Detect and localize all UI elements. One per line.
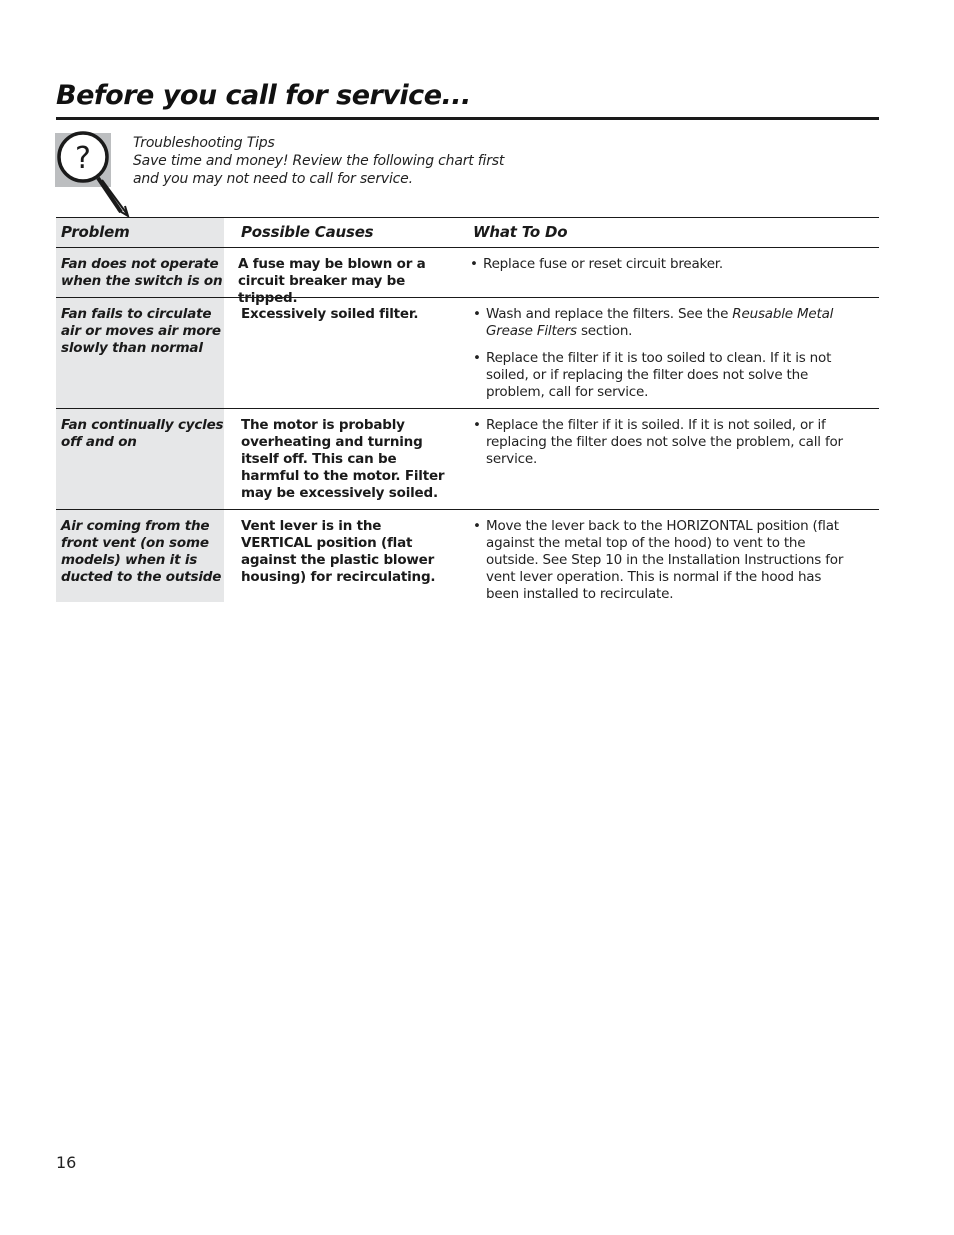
todo-text-end: section. [576, 323, 633, 339]
table-row [56, 510, 879, 602]
todo-bullet: • Replace the filter if it is soiled. If it is not soiled, or if replacing the filter does not solve the problem, call for service. [473, 417, 849, 468]
tips-line-1: Save time and money! Review the following chart first [133, 153, 505, 169]
title-divider [56, 117, 879, 120]
page-title: Before you call for service... [56, 80, 471, 111]
todo-bullet: • Move the lever back to the HORIZONTAL position (flat against the metal top of the hood) to vent to the outside. See Step 10 in the Installation Instructions for vent lever operation. This is normal if the hood has been installed to recirculate. [473, 518, 849, 603]
todo-bullet: • Replace fuse or reset circuit breaker. [470, 256, 849, 273]
todo-bullet: • Replace the filter if it is too soiled to clean. If it is not soiled, or if replacing the filter does not solve the problem, call for service. [473, 350, 849, 401]
todo-text: Wash and replace the filters. See the [486, 306, 733, 322]
todo-cell [456, 248, 879, 297]
problem-cell: Fan continually cycles off and on [56, 409, 224, 509]
cause-cell: Vent lever is in the VERTICAL position (flat against the plastic blower housing) for recirculating. [241, 518, 436, 585]
table-row [56, 298, 879, 409]
cause-cell: The motor is probably overheating and turning itself off. This can be harmful to the motor. Filter may be excessively soiled. [241, 417, 445, 501]
troubleshooting-tips [133, 134, 553, 188]
table-header-row [56, 218, 879, 248]
cause-cell: A fuse may be blown or a circuit breaker may be tripped. [238, 256, 426, 306]
todo-text: Replace the filter if it is too soiled to clean. If it is not soiled, or if replacing the filter does not solve the problem, call for service. [486, 350, 832, 400]
filters-section-reference: Reusable Metal Grease Filters [486, 306, 834, 339]
tips-heading: Troubleshooting Tips [133, 135, 275, 151]
todo-text: Replace fuse or reset circuit breaker. [483, 256, 724, 272]
troubleshooting-table [56, 217, 879, 602]
page-number: 16 [56, 1153, 77, 1172]
problem-cell: Fan does not operate when the switch is on [56, 248, 224, 297]
question-magnifier-icon [55, 130, 135, 218]
todo-cell [456, 510, 879, 602]
cause-cell: Excessively soiled filter. [241, 306, 419, 322]
todo-text: Replace the filter if it is soiled. If it is not soiled, or if replacing the filter does not solve the problem, call for service. [486, 417, 843, 467]
problem-cell: Air coming from the front vent (on some models) when it is ducted to the outside [56, 510, 224, 602]
problem-cell: Fan fails to circulate air or moves air more slowly than normal [56, 298, 224, 408]
table-row [56, 248, 879, 306]
header-possible-causes: Possible Causes [241, 223, 374, 241]
header-problem: Problem [56, 218, 224, 247]
todo-bullet: • Wash and replace the filters. See the Reusable Metal Grease Filters section. [473, 306, 834, 339]
todo-text: Move the lever back to the HORIZONTAL position (flat against the metal top of the hood) to vent to the outside. See Step 10 in the Installation Instructions for vent lever operation. This is normal if the hood has been installed to recirculate. [486, 518, 844, 602]
todo-cell [456, 298, 879, 408]
svg-text:?: ? [75, 141, 91, 176]
todo-cell [456, 409, 879, 509]
table-row [56, 409, 879, 510]
header-what-to-do: What To Do [473, 223, 568, 241]
tips-line-2: and you may not need to call for service. [133, 171, 413, 187]
